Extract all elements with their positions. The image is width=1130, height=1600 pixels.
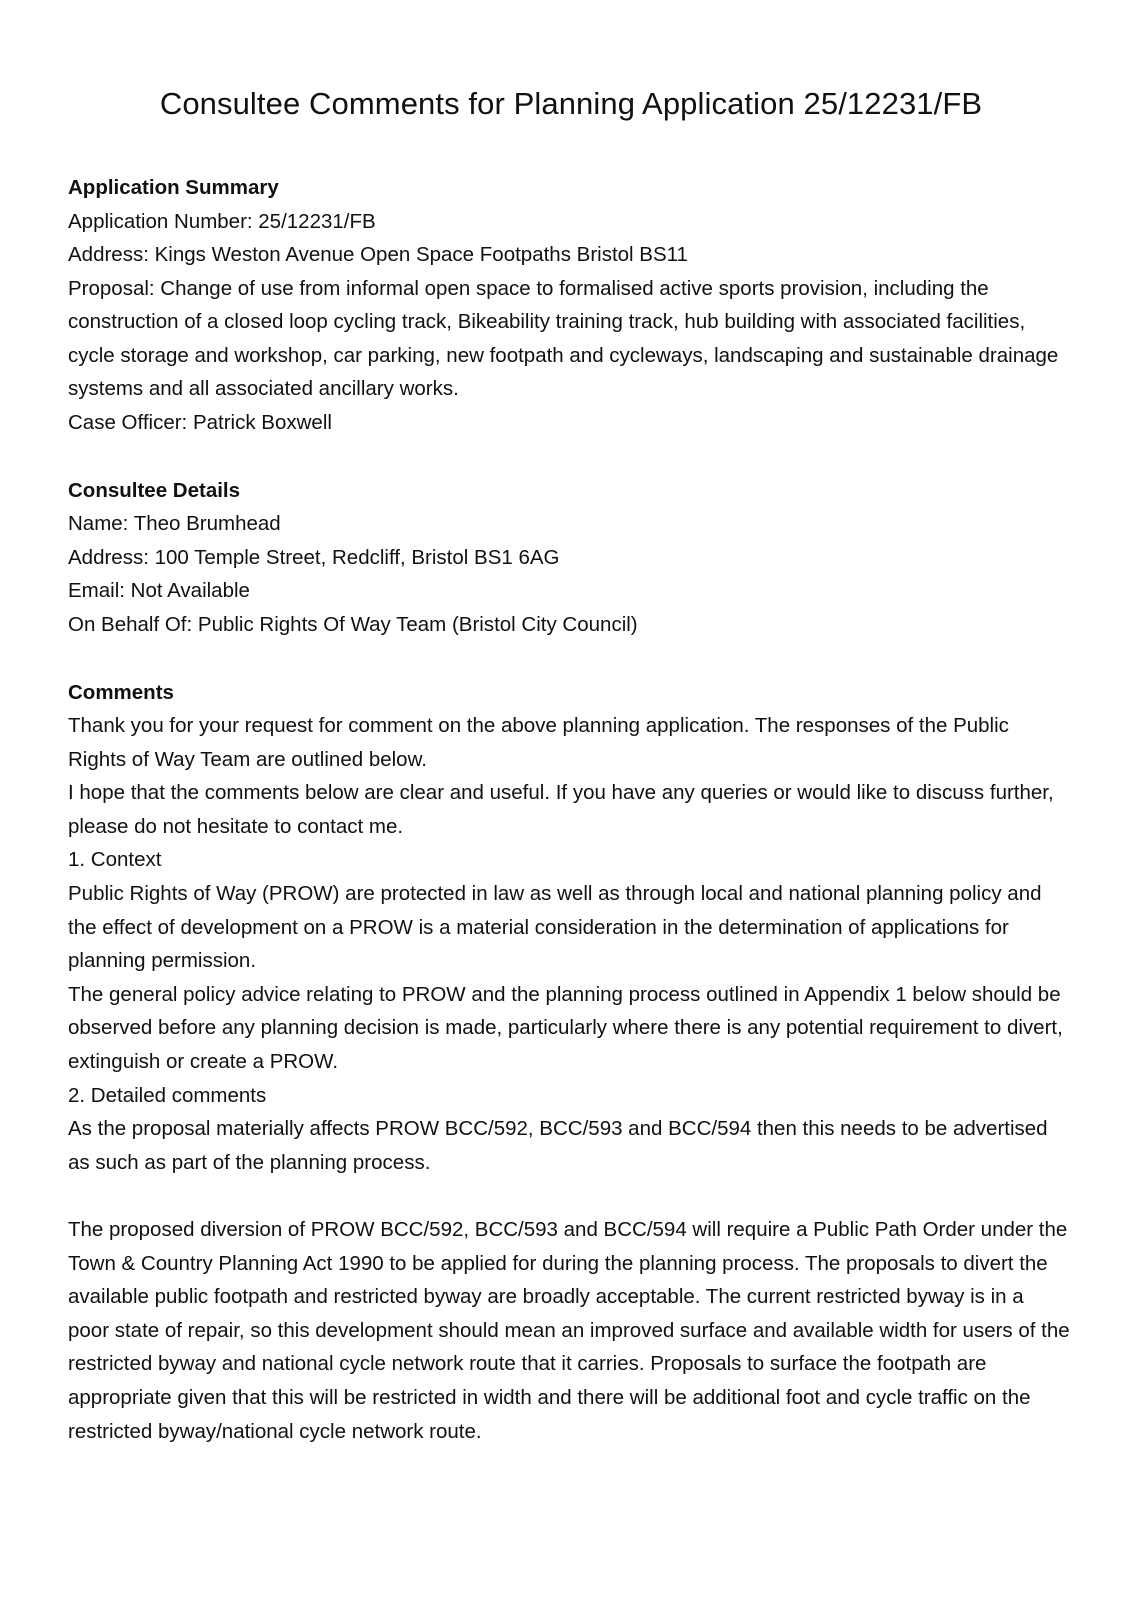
comments-section bbox=[68, 676, 1070, 1449]
comments-heading: Comments bbox=[68, 680, 174, 704]
application-address: Address: Kings Weston Avenue Open Space Footpaths Bristol BS11 bbox=[68, 243, 688, 267]
application-summary-section bbox=[68, 171, 1070, 440]
consultee-details-section bbox=[68, 474, 1070, 642]
comment-paragraph: Public Rights of Way (PROW) are protected in law as well as through local and national planning policy and the effect of development on a PROW is a material consideration in the determination of applications for planning permission. bbox=[68, 882, 1042, 973]
page-title: Consultee Comments for Planning Application 25/12231/FB bbox=[159, 86, 983, 121]
consultee-on-behalf-of: On Behalf Of: Public Rights Of Way Team (Bristol City Council) bbox=[68, 612, 638, 636]
consultee-name: Name: Theo Brumhead bbox=[68, 512, 281, 536]
comment-paragraph: I hope that the comments below are clear and useful. If you have any queries or would like to discuss further, please do not hesitate to contact me. bbox=[68, 781, 1054, 838]
application-summary-heading: Application Summary bbox=[68, 176, 279, 199]
comment-subheading-detailed: 2. Detailed comments bbox=[68, 1083, 267, 1107]
application-proposal: Proposal: Change of use from informal open space to formalised active sports provision, including the construction of a closed loop cycling track, Bikeability training track, hub building with associated facilities, cycle storage and workshop, car parking, new footpath and cycleways, landscaping and sustainable drainage systems and all associated ancillary works. bbox=[68, 276, 1059, 401]
consultee-address: Address: 100 Temple Street, Redcliff, Bristol BS1 6AG bbox=[68, 545, 560, 569]
consultee-details-heading: Consultee Details bbox=[68, 478, 241, 502]
comment-subheading-context: 1. Context bbox=[68, 848, 162, 872]
case-officer: Case Officer: Patrick Boxwell bbox=[68, 411, 332, 435]
application-number: Application Number: 25/12231/FB bbox=[68, 209, 376, 233]
consultee-email: Email: Not Available bbox=[68, 579, 250, 603]
comment-paragraph: Thank you for your request for comment on the above planning application. The responses of the Public Rights of Way Team are outlined below. bbox=[68, 714, 1009, 771]
comment-paragraph: The general policy advice relating to PROW and the planning process outlined in Appendix 1 below should be observed before any planning decision is made, particularly where there is any potential requirement to divert, extinguish or create a PROW. bbox=[68, 982, 1063, 1073]
comment-paragraph: As the proposal materially affects PROW BCC/592, BCC/593 and BCC/594 then this needs to be advertised as such as part of the planning process. bbox=[68, 1117, 1048, 1174]
comment-paragraph: The proposed diversion of PROW BCC/592, BCC/593 and BCC/594 will require a Public Path Order under the Town & Country Planning Act 1990 to be applied for during the planning process. The proposals to divert the available public footpath and restricted byway are broadly acceptable. The current restricted byway is in a poor state of repair, so this development should mean an improved surface and available width for users of the restricted byway and national cycle network route that it carries. Proposals to surface the footpath are appropriate given that this will be restricted in width and there will be additional foot and cycle traffic on the restricted byway/national cycle network route. bbox=[68, 1217, 1070, 1443]
